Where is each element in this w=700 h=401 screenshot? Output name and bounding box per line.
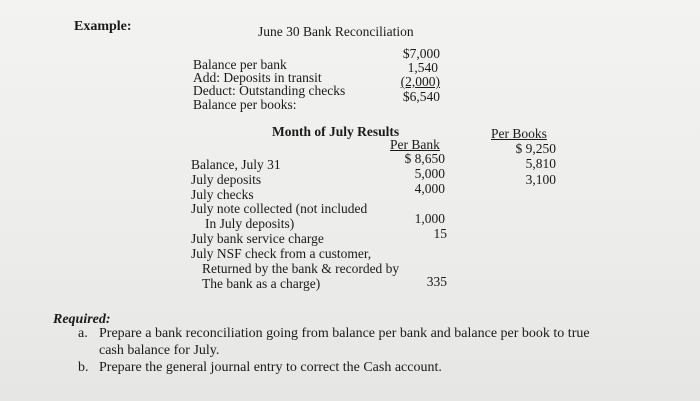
per-bank-value: 5,000 bbox=[414, 166, 445, 181]
july-row-label: Balance, July 31 bbox=[191, 157, 281, 172]
per-bank-value: 335 bbox=[426, 274, 447, 289]
per-books-value: 5,810 bbox=[525, 156, 556, 171]
per-bank-value: 4,000 bbox=[414, 181, 445, 196]
july-title: Month of July Results bbox=[272, 124, 400, 139]
july-row-label: The bank as a charge) bbox=[202, 276, 321, 291]
example-label: Example: bbox=[74, 19, 132, 34]
june-title: June 30 Bank Reconciliation bbox=[258, 24, 414, 39]
june-row-label: Deduct: Outstanding checks bbox=[193, 83, 346, 98]
required-item-text: cash balance for July. bbox=[99, 343, 220, 358]
june-row-value: 1,540 bbox=[407, 60, 438, 75]
required-item-marker: a. bbox=[78, 326, 88, 341]
july-row-label: Returned by the bank & recorded by bbox=[202, 261, 400, 276]
july-row-label: July deposits bbox=[191, 172, 262, 187]
col-header-per-bank: Per Bank bbox=[390, 137, 440, 152]
june-row-value: $7,000 bbox=[402, 46, 440, 61]
july-row-label: In July deposits) bbox=[205, 216, 295, 231]
required-item-text: Prepare the general journal entry to correct the Cash account. bbox=[99, 360, 442, 375]
required-item-text: Prepare a bank reconciliation going from balance per bank and balance per book to true bbox=[99, 326, 590, 341]
per-bank-value: 15 bbox=[433, 226, 447, 241]
june-row-label: Add: Deposits in transit bbox=[193, 70, 322, 85]
per-books-value: $ 9,250 bbox=[515, 141, 556, 156]
july-row-label: July NSF check from a customer, bbox=[191, 246, 372, 261]
required-item-marker: b. bbox=[78, 360, 89, 375]
col-header-per-books: Per Books bbox=[491, 126, 547, 141]
july-row-label: July bank service charge bbox=[191, 231, 324, 246]
per-books-value: 3,100 bbox=[525, 172, 556, 187]
required-label: Required: bbox=[53, 312, 111, 327]
june-row-label: Balance per bank bbox=[193, 57, 287, 72]
june-row-label: Balance per books: bbox=[193, 97, 297, 112]
july-row-label: July note collected (not included bbox=[191, 201, 368, 216]
june-row-value: (2,000) bbox=[400, 74, 440, 89]
per-bank-value: $ 8,650 bbox=[404, 151, 445, 166]
per-bank-value: 1,000 bbox=[414, 211, 445, 226]
july-row-label: July checks bbox=[191, 187, 254, 202]
june-row-value: $6,540 bbox=[402, 89, 440, 104]
